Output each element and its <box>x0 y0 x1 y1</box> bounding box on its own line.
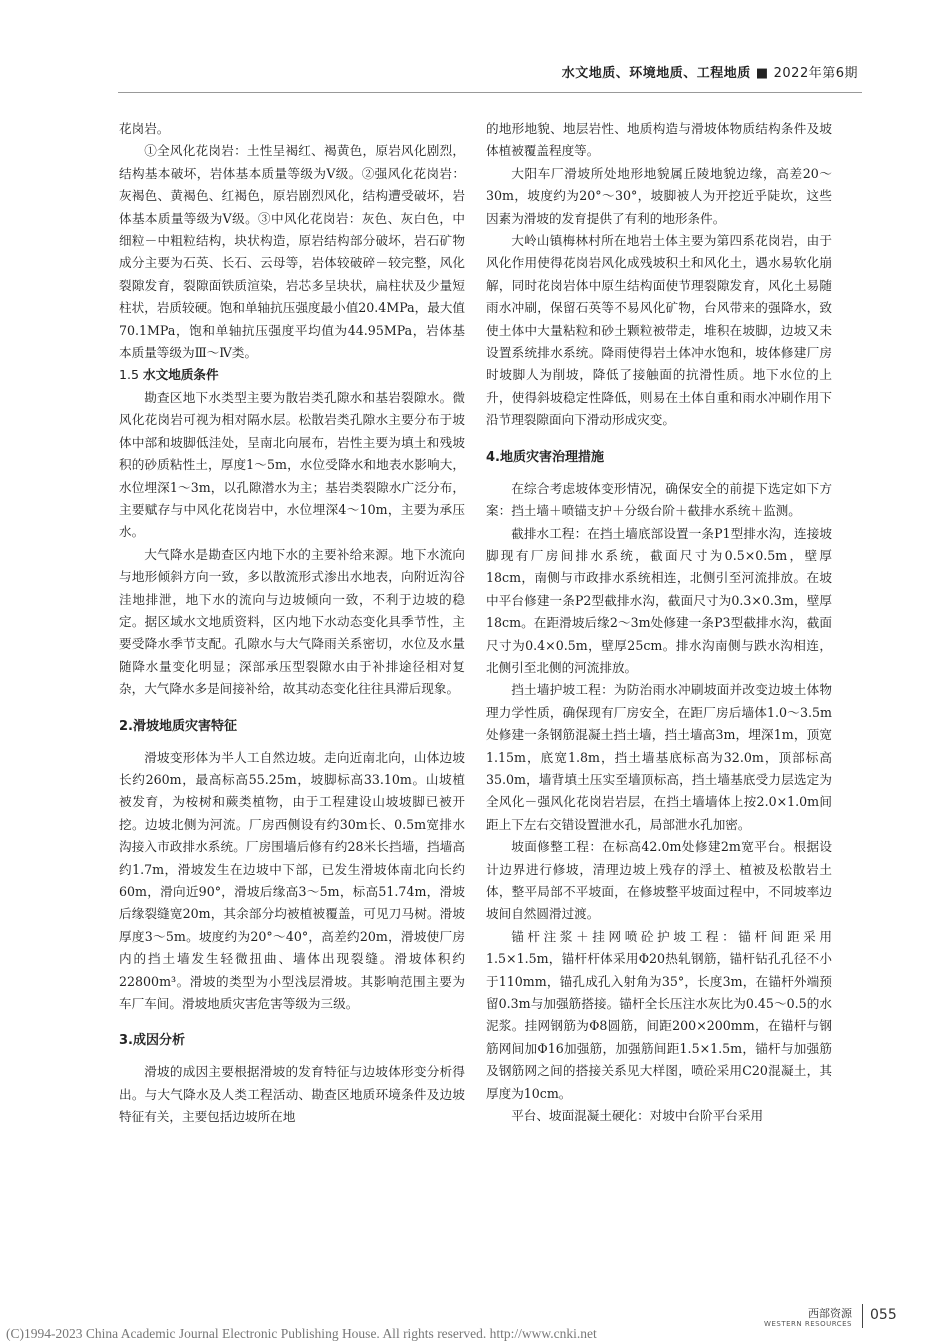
paragraph: 锚杆注浆＋挂网喷砼护坡工程：锚杆间距采用1.5×1.5m，锚杆杆体采用Φ20热轧钢筋，锚杆钻孔孔径不小于110mm，锚孔成孔入射角为35°，长度3m，在锚杆外端预留0.3m与加强筋搭接。锚杆全长压注水灰比为0.45～0.5的水泥浆。挂网钢筋为Φ8圆筋，间距200×200mm，在锚杆与钢筋网间加Φ16加强筋，加强筋间距1.5×1.5m，锚杆与加强筋及钢筋网之间的搭接关系见大样图，喷砼采用C20混凝土，其厚度为10cm。 <box>486 928 832 1101</box>
journal-logo <box>764 1308 852 1330</box>
left-column <box>119 118 465 1129</box>
section-heading: 3.成因分析 <box>119 1033 185 1049</box>
header-rule <box>118 92 862 93</box>
paragraph: 挡土墙护坡工程：为防治雨水冲刷坡面并改变边坡土体物理力学性质，确保现有厂房安全，在距厂房后墙体1.0～3.5m处修建一条钢筋混凝土挡土墙，挡土墙高3m，埋深1m，顶宽1.15m，底宽1.8m，挡土墙基底标高为32.0m，顶部标高35.0m，墙背填土压实至墙顶标高，挡土墙基底受力层选定为全风化－强风化花岗岩岩层，在挡土墙墙体上按2.0×1.0m间距上下左右交错设置泄水孔，局部泄水孔加密。 <box>486 682 832 832</box>
subsection-heading <box>119 364 465 386</box>
paragraph: 平台、坡面混凝土硬化：对坡中台阶平台采用 <box>511 1108 764 1124</box>
paragraph: ①全风化花岗岩：土性呈褐红、褐黄色，原岩风化剧烈，结构基本破坏，岩体基本质量等级为Ⅴ级。②强风化花岗岩：灰褐色、黄褐色、红褐色，原岩剧烈风化，结构遭受破坏，岩体基本质量等级为Ⅴ级。③中风化花岗岩：灰色、灰白色，中细粒－中粗粒结构，块状构造，原岩结构部分破坏，岩石矿物成分主要为石英、长石、云母等，岩体较破碎－较完整，风化裂隙发育，裂隙面铁质渲染，岩芯多呈块状，扁柱状及少量短柱状，岩质较硬。饱和单轴抗压强度最小值20.4MPa，最大值70.1MPa，饱和单轴抗压强度平均值为44.95MPa，岩体基本质量等级为Ⅲ～Ⅳ类。 <box>119 143 466 361</box>
page-number: 055 <box>870 1307 897 1323</box>
paragraph: 滑坡变形体为半人工自然边坡。走向近南北向，山体边坡长约260m，最高标高55.25m，坡脚标高33.10m。山坡植被发育，为桉树和蕨类植物，由于工程建设山坡坡脚已被开挖。边坡北侧为河流。厂房西侧设有约30m长、0.5m宽排水沟接入市政排水系统。厂房围墙后修有约28米长挡墙，挡墙高约1.7m，滑坡发生在边坡中下部，已发生滑坡体南北向长约60m，滑向近90°，滑坡后缘高3～5m，标高51.74m，滑坡后缘裂缝宽20m，其余部分均被植被覆盖，可见刀马树。滑坡厚度3～5m。坡度约为20°～40°，高差约20m，滑坡使厂房内的挡土墙发生轻微扭曲、墙体出现裂缝。滑坡体积约22800m³。滑坡的类型为小型浅层滑坡。其影响范围主要为车厂车间。滑坡地质灾害危害等级为三级。 <box>119 749 465 1012</box>
section-heading: 4.地质灾害治理措施 <box>486 449 604 465</box>
right-column <box>486 118 832 1127</box>
subsection-title: 水文地质条件 <box>143 367 219 383</box>
running-header <box>562 62 858 81</box>
copyright-line: (C)1994-2023 China Academic Journal Electronic Publishing House. All rights reserved. http://www.cnki.net <box>6 1326 597 1341</box>
journal-section: 水文地质、环境地质、工程地质 <box>561 66 751 81</box>
paragraph: 滑坡的成因主要根据滑坡的发育特征与边坡体形变分析得出。与大气降水及人类工程活动、勘查区地质环境条件及边坡特征有关，主要包括边坡所在地 <box>119 1064 465 1125</box>
paragraph: 的地形地貌、地层岩性、地质构造与滑坡体物质结构条件及坡体植被覆盖程度等。 <box>486 121 832 159</box>
paragraph: 大阳车厂滑坡所处地形地貌属丘陵地貌边缘，高差20～30m，坡度约为20°～30°，坡脚被人为开挖近乎陡坎，这些因素为滑坡的发育提供了有利的地形条件。 <box>486 165 832 226</box>
issue-label: 2022年第6期 <box>773 66 858 81</box>
paragraph: 在综合考虑坡体变形情况，确保安全的前提下选定如下方案：挡土墙＋喷锚支护＋分级台阶＋截排水系统＋监测。 <box>486 480 832 519</box>
paragraph: 截排水工程：在挡土墙底部设置一条P1型排水沟，连接坡脚现有厂房间排水系统，截面尺寸为0.5×0.5m，壁厚18cm，南侧与市政排水系统相连，北侧引至河流排放。在坡中平台修建一条P2型截排水沟，截面尺寸为0.3×0.3m，壁厚18cm。在距滑坡后缘2～3m处修建一条P3型截排水沟，截面尺寸为0.4×0.5m，壁厚25cm。排水沟南侧与跌水沟相连，北侧引至北侧的河流排放。 <box>486 525 832 675</box>
paragraph: 大气降水是勘查区内地下水的主要补给来源。地下水流向与地形倾斜方向一致，多以散流形式渗出水地表，向附近沟谷洼地排泄，地下水的流向与边坡倾向一致，不利于边坡的稳定。据区域水文地质资料，区内地下水动态变化具季节性，主要受降水季节支配。孔隙水与大气降雨关系密切，水位及水量随降水量变化明显；深部承压型裂隙水由于补排途径相对复杂，大气降水多是间接补给，故其动态变化往往具滞后现象。 <box>119 546 465 697</box>
logo-cn: 西部资源 <box>808 1307 852 1320</box>
footer-divider <box>862 1304 863 1328</box>
paragraph: 花岗岩。 <box>119 121 170 136</box>
header-square: ■ <box>755 66 769 81</box>
subsection-number: 1.5 <box>119 367 144 383</box>
paragraph: 勘查区地下水类型主要为散岩类孔隙水和基岩裂隙水。微风化花岗岩可视为相对隔水层。松散岩类孔隙水主要分布于坡体中部和坡脚低洼处，呈南北向展布，岩性主要为填土和残坡积的砂质粘性土，厚度1～5m，水位受降水和地表水影响大，水位埋深1～3m，以孔隙潜水为主；基岩类裂隙水广泛分布，主要赋存与中风化花岗岩中，水位埋深4～10m，主要为承压水。 <box>119 389 465 540</box>
paragraph: 大岭山镇梅林村所在地岩土体主要为第四系花岗岩，由于风化作用使得花岗岩风化成残坡积土和风化土，遇水易软化崩解，同时花岗岩体中原生结构面使节理裂隙发育，风化土易随雨水冲刷，保留石英等不易风化矿物，台风带来的强降水，致使土体中大量粘粒和砂土颗粒被带走，堆积在坡脚，边坡又未设置系统排水系统。降雨使得岩土体冲水饱和，坡体修建厂房时坡脚人为削坡，降低了接触面的抗滑性质。地下水位的上升，使得斜坡稳定性降低，则易在土体自重和雨水冲刷作用下沿节理裂隙面向下滑动形成灾变。 <box>486 233 832 428</box>
section-heading: 2.滑坡地质灾害特征 <box>119 718 237 734</box>
logo-en: WESTERN RESOURCES <box>764 1320 852 1328</box>
paragraph: 坡面修整工程：在标高42.0m处修建2m宽平台。根据设计边界进行修坡，清理边坡上残存的浮土、植被及松散岩土体，整平局部不平坡面，在修坡整平坡面过程中，不同坡率边坡间自然圆滑过渡。 <box>486 839 832 922</box>
